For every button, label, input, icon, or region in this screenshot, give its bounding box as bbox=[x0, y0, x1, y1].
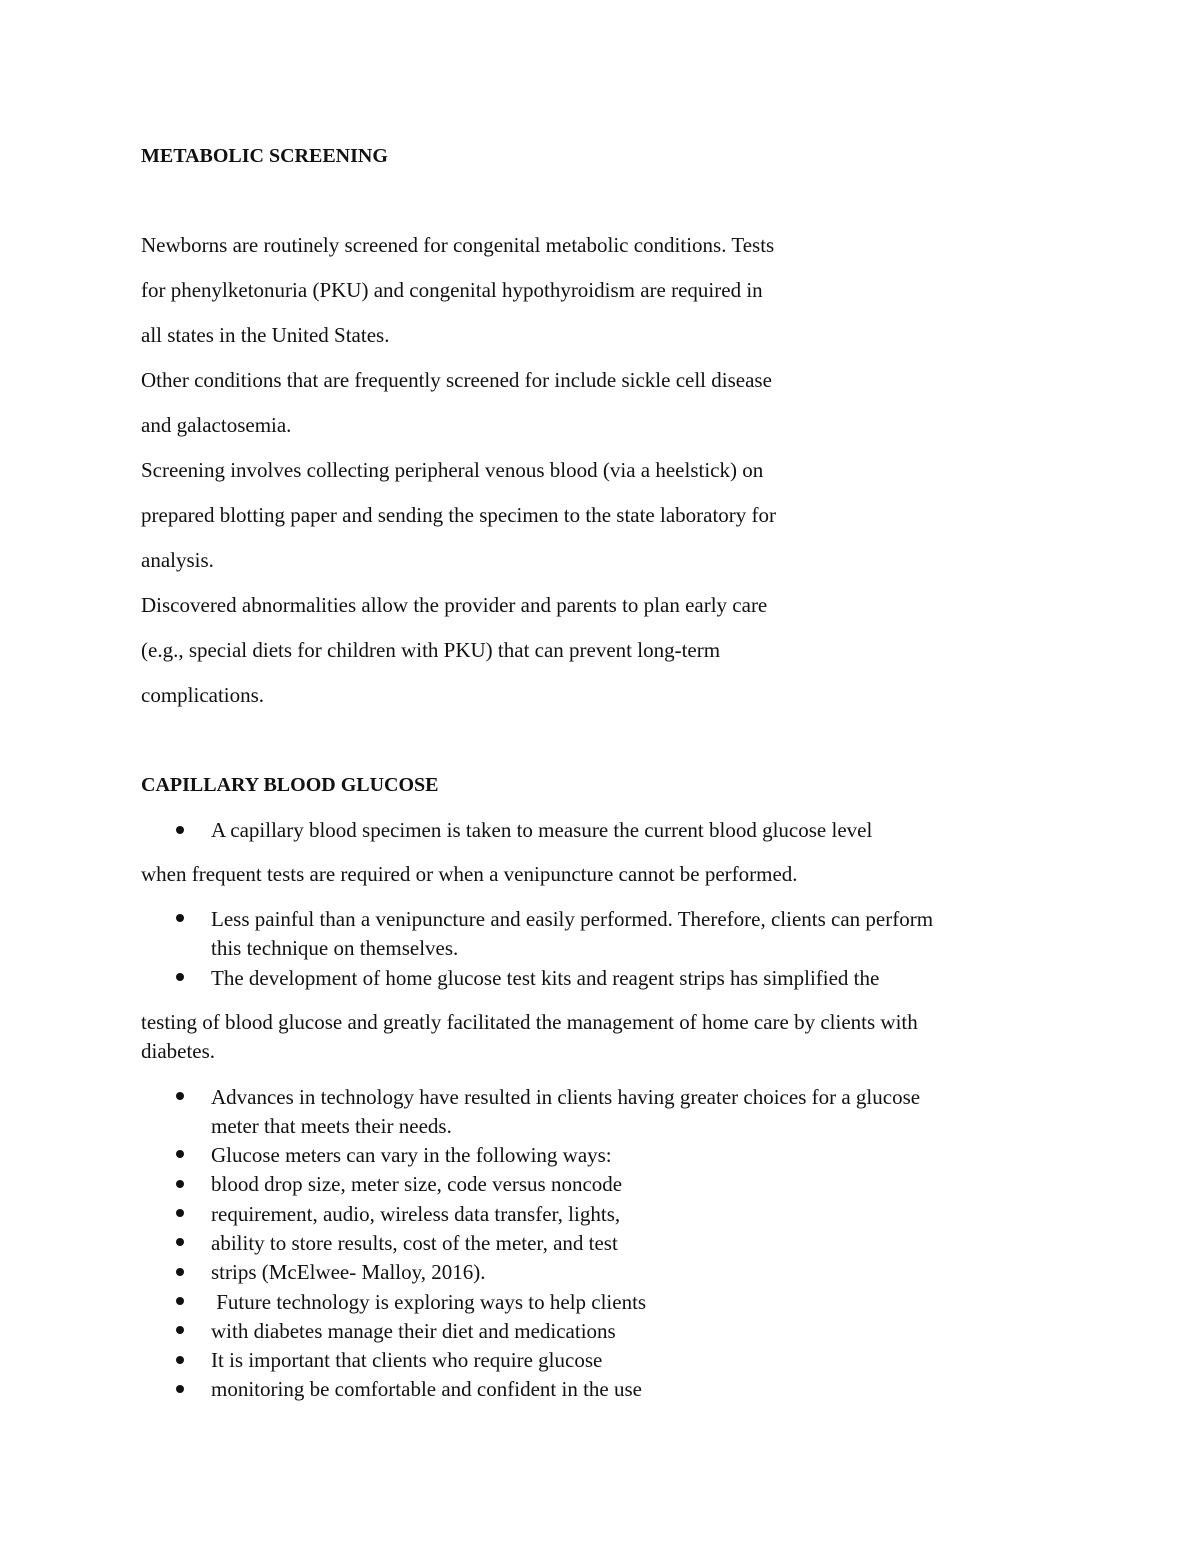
bullet-icon bbox=[176, 826, 184, 834]
paragraph-line: Other conditions that are frequently screened for include sickle cell disease bbox=[141, 368, 772, 392]
paragraph-line: Screening involves collecting peripheral venous blood (via a heelstick) on bbox=[141, 458, 764, 482]
list-item: monitoring be comfortable and confident in the use bbox=[211, 1377, 642, 1401]
paragraph-line: analysis. bbox=[141, 548, 214, 572]
paragraph-line: testing of blood glucose and greatly facilitated the management of home care by clients with bbox=[141, 1010, 918, 1034]
list-item: Less painful than a venipuncture and easily performed. Therefore, clients can perform bbox=[211, 907, 934, 931]
paragraph-line: diabetes. bbox=[141, 1039, 216, 1063]
list-item: with diabetes manage their diet and medications bbox=[211, 1319, 616, 1343]
list-item: strips (McElwee- Malloy, 2016). bbox=[211, 1260, 486, 1284]
paragraph-line: when frequent tests are required or when a venipuncture cannot be performed. bbox=[141, 862, 798, 886]
list-item-continuation: meter that meets their needs. bbox=[211, 1114, 452, 1138]
list-item: The development of home glucose test kits and reagent strips has simplified the bbox=[211, 966, 880, 990]
paragraph-line: complications. bbox=[141, 683, 265, 707]
list-item: ability to store results, cost of the meter, and test bbox=[211, 1231, 618, 1255]
paragraph-line: Discovered abnormalities allow the provider and parents to plan early care bbox=[141, 593, 768, 617]
paragraph-line: and galactosemia. bbox=[141, 413, 292, 437]
section-heading-capillary-blood-glucose: CAPILLARY BLOOD GLUCOSE bbox=[141, 774, 439, 796]
bullet-icon bbox=[176, 1297, 184, 1305]
list-item: requirement, audio, wireless data transfer, lights, bbox=[211, 1202, 621, 1226]
bullet-icon bbox=[176, 1209, 184, 1217]
paragraph-line: all states in the United States. bbox=[141, 323, 390, 347]
bullet-icon bbox=[176, 1238, 184, 1246]
list-item: Advances in technology have resulted in clients having greater choices for a glucose bbox=[211, 1085, 921, 1109]
paragraph-line: (e.g., special diets for children with PKU) that can prevent long-term bbox=[141, 638, 721, 662]
bullet-icon bbox=[176, 914, 184, 922]
list-item: It is important that clients who require glucose bbox=[211, 1348, 603, 1372]
list-item: Glucose meters can vary in the following ways: bbox=[211, 1143, 612, 1167]
bullet-icon bbox=[176, 1326, 184, 1334]
bullet-icon bbox=[176, 1092, 184, 1100]
bullet-icon bbox=[176, 1356, 184, 1364]
bullet-icon bbox=[176, 1268, 184, 1276]
list-item-continuation: this technique on themselves. bbox=[211, 936, 459, 960]
bullet-icon bbox=[176, 1385, 184, 1393]
list-item: Future technology is exploring ways to help clients bbox=[211, 1290, 647, 1314]
list-item: A capillary blood specimen is taken to measure the current blood glucose level bbox=[211, 818, 873, 842]
paragraph-line: for phenylketonuria (PKU) and congenital hypothyroidism are required in bbox=[141, 278, 763, 302]
paragraph-line: Newborns are routinely screened for congenital metabolic conditions. Tests bbox=[141, 233, 775, 257]
bullet-icon bbox=[176, 1150, 184, 1158]
section-heading-metabolic-screening: METABOLIC SCREENING bbox=[141, 145, 388, 167]
bullet-icon bbox=[176, 973, 184, 981]
paragraph-line: prepared blotting paper and sending the specimen to the state laboratory for bbox=[141, 503, 777, 527]
list-item: blood drop size, meter size, code versus noncode bbox=[211, 1172, 623, 1196]
bullet-icon bbox=[176, 1180, 184, 1188]
